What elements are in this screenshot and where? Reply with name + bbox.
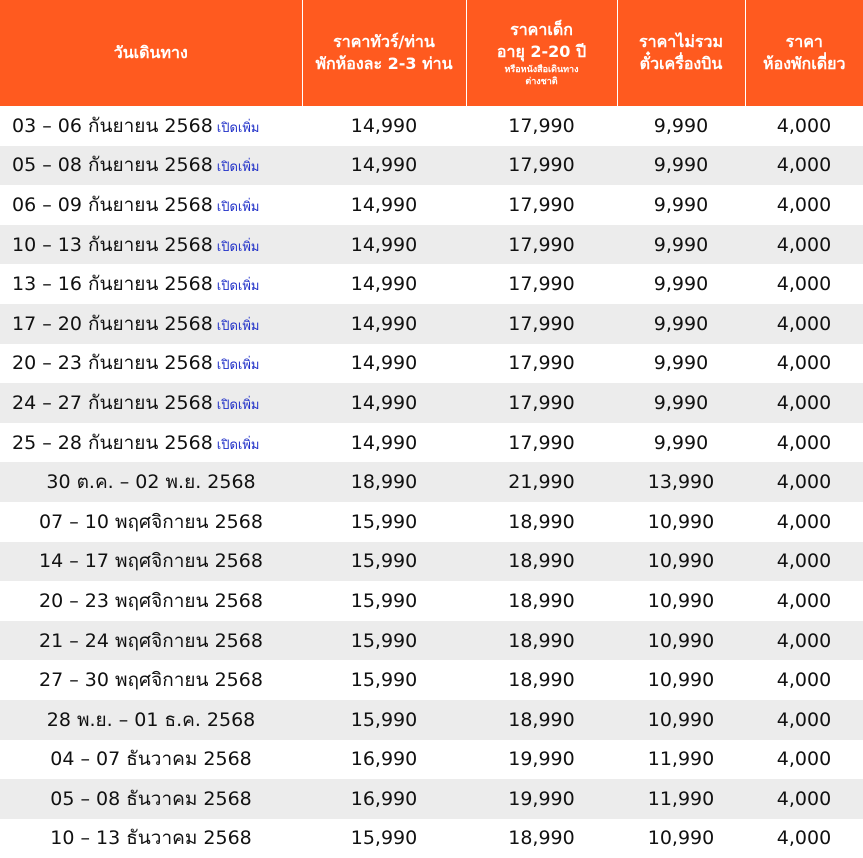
single-room-cell: 4,000 [745, 106, 863, 146]
child-price-cell: 18,990 [466, 542, 617, 582]
header-row [0, 0, 863, 106]
date-text: 27 – 30 พฤศจิกายน 2568 [39, 669, 263, 692]
date-cell [0, 660, 302, 700]
single-room-cell: 4,000 [745, 225, 863, 265]
table-row [0, 779, 863, 819]
date-cell [0, 581, 302, 621]
date-text: 10 – 13 กันยายน 2568 [12, 233, 213, 256]
child-price-cell: 17,990 [466, 106, 617, 146]
extra-departure-badge: เปิดเพิ่ม [216, 120, 260, 136]
date-text: 05 – 08 ธันวาคม 2568 [50, 787, 252, 810]
adult-price-cell: 14,990 [302, 304, 466, 344]
child-price-cell: 17,990 [466, 185, 617, 225]
extra-departure-badge: เปิดเพิ่ม [216, 358, 260, 374]
adult-price-cell: 14,990 [302, 106, 466, 146]
child-price-cell: 18,990 [466, 581, 617, 621]
date-cell [0, 304, 302, 344]
adult-price-cell: 15,990 [302, 502, 466, 542]
table-row [0, 462, 863, 502]
table-row [0, 542, 863, 582]
date-text: 10 – 13 ธันวาคม 2568 [50, 827, 252, 850]
single-room-cell: 4,000 [745, 344, 863, 384]
noflight-price-cell: 9,990 [617, 225, 745, 265]
extra-departure-badge: เปิดเพิ่ม [216, 437, 260, 453]
date-text: 30 ต.ค. – 02 พ.ย. 2568 [46, 471, 256, 494]
child-price-cell: 17,990 [466, 304, 617, 344]
date-text: 06 – 09 กันยายน 2568 [12, 193, 213, 216]
child-price-cell: 18,990 [466, 660, 617, 700]
adult-price-cell: 14,990 [302, 185, 466, 225]
date-cell [0, 502, 302, 542]
single-room-cell: 4,000 [745, 621, 863, 661]
noflight-price-cell: 10,990 [617, 542, 745, 582]
noflight-price-cell: 11,990 [617, 779, 745, 819]
table-row [0, 740, 863, 780]
date-cell [0, 423, 302, 463]
noflight-price-cell: 9,990 [617, 423, 745, 463]
noflight-price-cell: 10,990 [617, 581, 745, 621]
date-cell [0, 621, 302, 661]
extra-departure-badge: เปิดเพิ่ม [216, 279, 260, 295]
single-room-cell: 4,000 [745, 146, 863, 186]
adult-price-cell: 18,990 [302, 462, 466, 502]
single-room-cell: 4,000 [745, 819, 863, 858]
extra-departure-badge: เปิดเพิ่ม [216, 199, 260, 215]
header-child-line2: อายุ 2-20 ปี [496, 42, 587, 61]
date-text: 04 – 07 ธันวาคม 2568 [50, 748, 252, 771]
adult-price-cell: 15,990 [302, 700, 466, 740]
child-price-cell: 18,990 [466, 621, 617, 661]
table-row [0, 383, 863, 423]
single-room-cell: 4,000 [745, 423, 863, 463]
adult-price-cell: 15,990 [302, 621, 466, 661]
header-adult-price [302, 0, 466, 106]
table-row [0, 185, 863, 225]
adult-price-cell: 16,990 [302, 779, 466, 819]
adult-price-cell: 14,990 [302, 264, 466, 304]
adult-price-cell: 14,990 [302, 423, 466, 463]
single-room-cell: 4,000 [745, 542, 863, 582]
noflight-price-cell: 10,990 [617, 502, 745, 542]
table-row [0, 304, 863, 344]
date-text: 05 – 08 กันยายน 2568 [12, 154, 213, 177]
noflight-price-cell: 10,990 [617, 660, 745, 700]
date-text: 07 – 10 พฤศจิกายน 2568 [39, 510, 263, 533]
child-price-cell: 17,990 [466, 146, 617, 186]
single-room-cell: 4,000 [745, 581, 863, 621]
noflight-price-cell: 10,990 [617, 700, 745, 740]
single-room-cell: 4,000 [745, 740, 863, 780]
table-row [0, 146, 863, 186]
table-row [0, 423, 863, 463]
single-room-cell: 4,000 [745, 462, 863, 502]
date-cell [0, 225, 302, 265]
table-row [0, 106, 863, 146]
single-room-cell: 4,000 [745, 660, 863, 700]
date-text: 28 พ.ย. – 01 ธ.ค. 2568 [46, 708, 256, 731]
header-child-note2: ต่างชาติ [525, 77, 558, 87]
noflight-price-cell: 9,990 [617, 344, 745, 384]
single-room-cell: 4,000 [745, 185, 863, 225]
date-text: 20 – 23 กันยายน 2568 [12, 352, 213, 375]
date-cell [0, 146, 302, 186]
child-price-cell: 17,990 [466, 423, 617, 463]
adult-price-cell: 15,990 [302, 581, 466, 621]
child-price-cell: 17,990 [466, 225, 617, 265]
extra-departure-badge: เปิดเพิ่ม [216, 318, 260, 334]
date-text: 20 – 23 พฤศจิกายน 2568 [39, 589, 263, 612]
noflight-price-cell: 9,990 [617, 304, 745, 344]
table-row [0, 344, 863, 384]
table-row [0, 581, 863, 621]
adult-price-cell: 15,990 [302, 542, 466, 582]
child-price-cell: 19,990 [466, 740, 617, 780]
noflight-price-cell: 9,990 [617, 146, 745, 186]
date-cell [0, 106, 302, 146]
date-cell [0, 344, 302, 384]
date-cell [0, 185, 302, 225]
header-child-line1: ราคาเด็ก [510, 20, 573, 39]
header-adult-line2: พักห้องละ 2-3 ท่าน [315, 54, 453, 73]
adult-price-cell: 14,990 [302, 146, 466, 186]
header-date: วันเดินทาง [0, 0, 302, 106]
child-price-cell: 17,990 [466, 383, 617, 423]
date-cell [0, 700, 302, 740]
date-text: 03 – 06 กันยายน 2568 [12, 114, 213, 137]
extra-departure-badge: เปิดเพิ่ม [216, 397, 260, 413]
single-room-cell: 4,000 [745, 304, 863, 344]
date-text: 24 – 27 กันยายน 2568 [12, 391, 213, 414]
extra-departure-badge: เปิดเพิ่ม [216, 239, 260, 255]
table-row [0, 264, 863, 304]
date-cell [0, 462, 302, 502]
header-noflight-line2: ตั๋วเครื่องบิน [639, 54, 723, 73]
date-cell [0, 740, 302, 780]
header-single-room [745, 0, 863, 106]
single-room-cell: 4,000 [745, 264, 863, 304]
table-row [0, 660, 863, 700]
header-noflight-line1: ราคาไม่รวม [639, 32, 723, 51]
table-row [0, 502, 863, 542]
date-cell [0, 542, 302, 582]
date-cell [0, 819, 302, 858]
child-price-cell: 17,990 [466, 264, 617, 304]
noflight-price-cell: 9,990 [617, 264, 745, 304]
noflight-price-cell: 9,990 [617, 383, 745, 423]
adult-price-cell: 15,990 [302, 819, 466, 858]
extra-departure-badge: เปิดเพิ่ม [216, 160, 260, 176]
noflight-price-cell: 13,990 [617, 462, 745, 502]
single-room-cell: 4,000 [745, 383, 863, 423]
date-text: 14 – 17 พฤศจิกายน 2568 [39, 550, 263, 573]
adult-price-cell: 14,990 [302, 383, 466, 423]
adult-price-cell: 15,990 [302, 660, 466, 700]
date-cell [0, 383, 302, 423]
noflight-price-cell: 9,990 [617, 106, 745, 146]
date-cell [0, 264, 302, 304]
child-price-cell: 21,990 [466, 462, 617, 502]
child-price-cell: 17,990 [466, 344, 617, 384]
header-child-price [466, 0, 617, 106]
date-cell [0, 779, 302, 819]
date-text: 13 – 16 กันยายน 2568 [12, 273, 213, 296]
table-row [0, 621, 863, 661]
noflight-price-cell: 11,990 [617, 740, 745, 780]
date-text: 17 – 20 กันยายน 2568 [12, 312, 213, 335]
header-single-line1: ราคา [785, 32, 823, 51]
adult-price-cell: 14,990 [302, 344, 466, 384]
table-row [0, 819, 863, 858]
adult-price-cell: 14,990 [302, 225, 466, 265]
child-price-cell: 19,990 [466, 779, 617, 819]
date-text: 25 – 28 กันยายน 2568 [12, 431, 213, 454]
single-room-cell: 4,000 [745, 779, 863, 819]
child-price-cell: 18,990 [466, 502, 617, 542]
header-child-note1: หรือหนังสือเดินทาง [504, 65, 579, 75]
header-single-line2: ห้องพักเดี่ยว [763, 54, 846, 73]
single-room-cell: 4,000 [745, 502, 863, 542]
child-price-cell: 18,990 [466, 819, 617, 858]
single-room-cell: 4,000 [745, 700, 863, 740]
header-noflight-price [617, 0, 745, 106]
noflight-price-cell: 10,990 [617, 621, 745, 661]
table-row [0, 700, 863, 740]
adult-price-cell: 16,990 [302, 740, 466, 780]
date-text: 21 – 24 พฤศจิกายน 2568 [39, 629, 263, 652]
table-row [0, 225, 863, 265]
header-adult-line1: ราคาทัวร์/ท่าน [333, 32, 435, 51]
child-price-cell: 18,990 [466, 700, 617, 740]
noflight-price-cell: 9,990 [617, 185, 745, 225]
noflight-price-cell: 10,990 [617, 819, 745, 858]
